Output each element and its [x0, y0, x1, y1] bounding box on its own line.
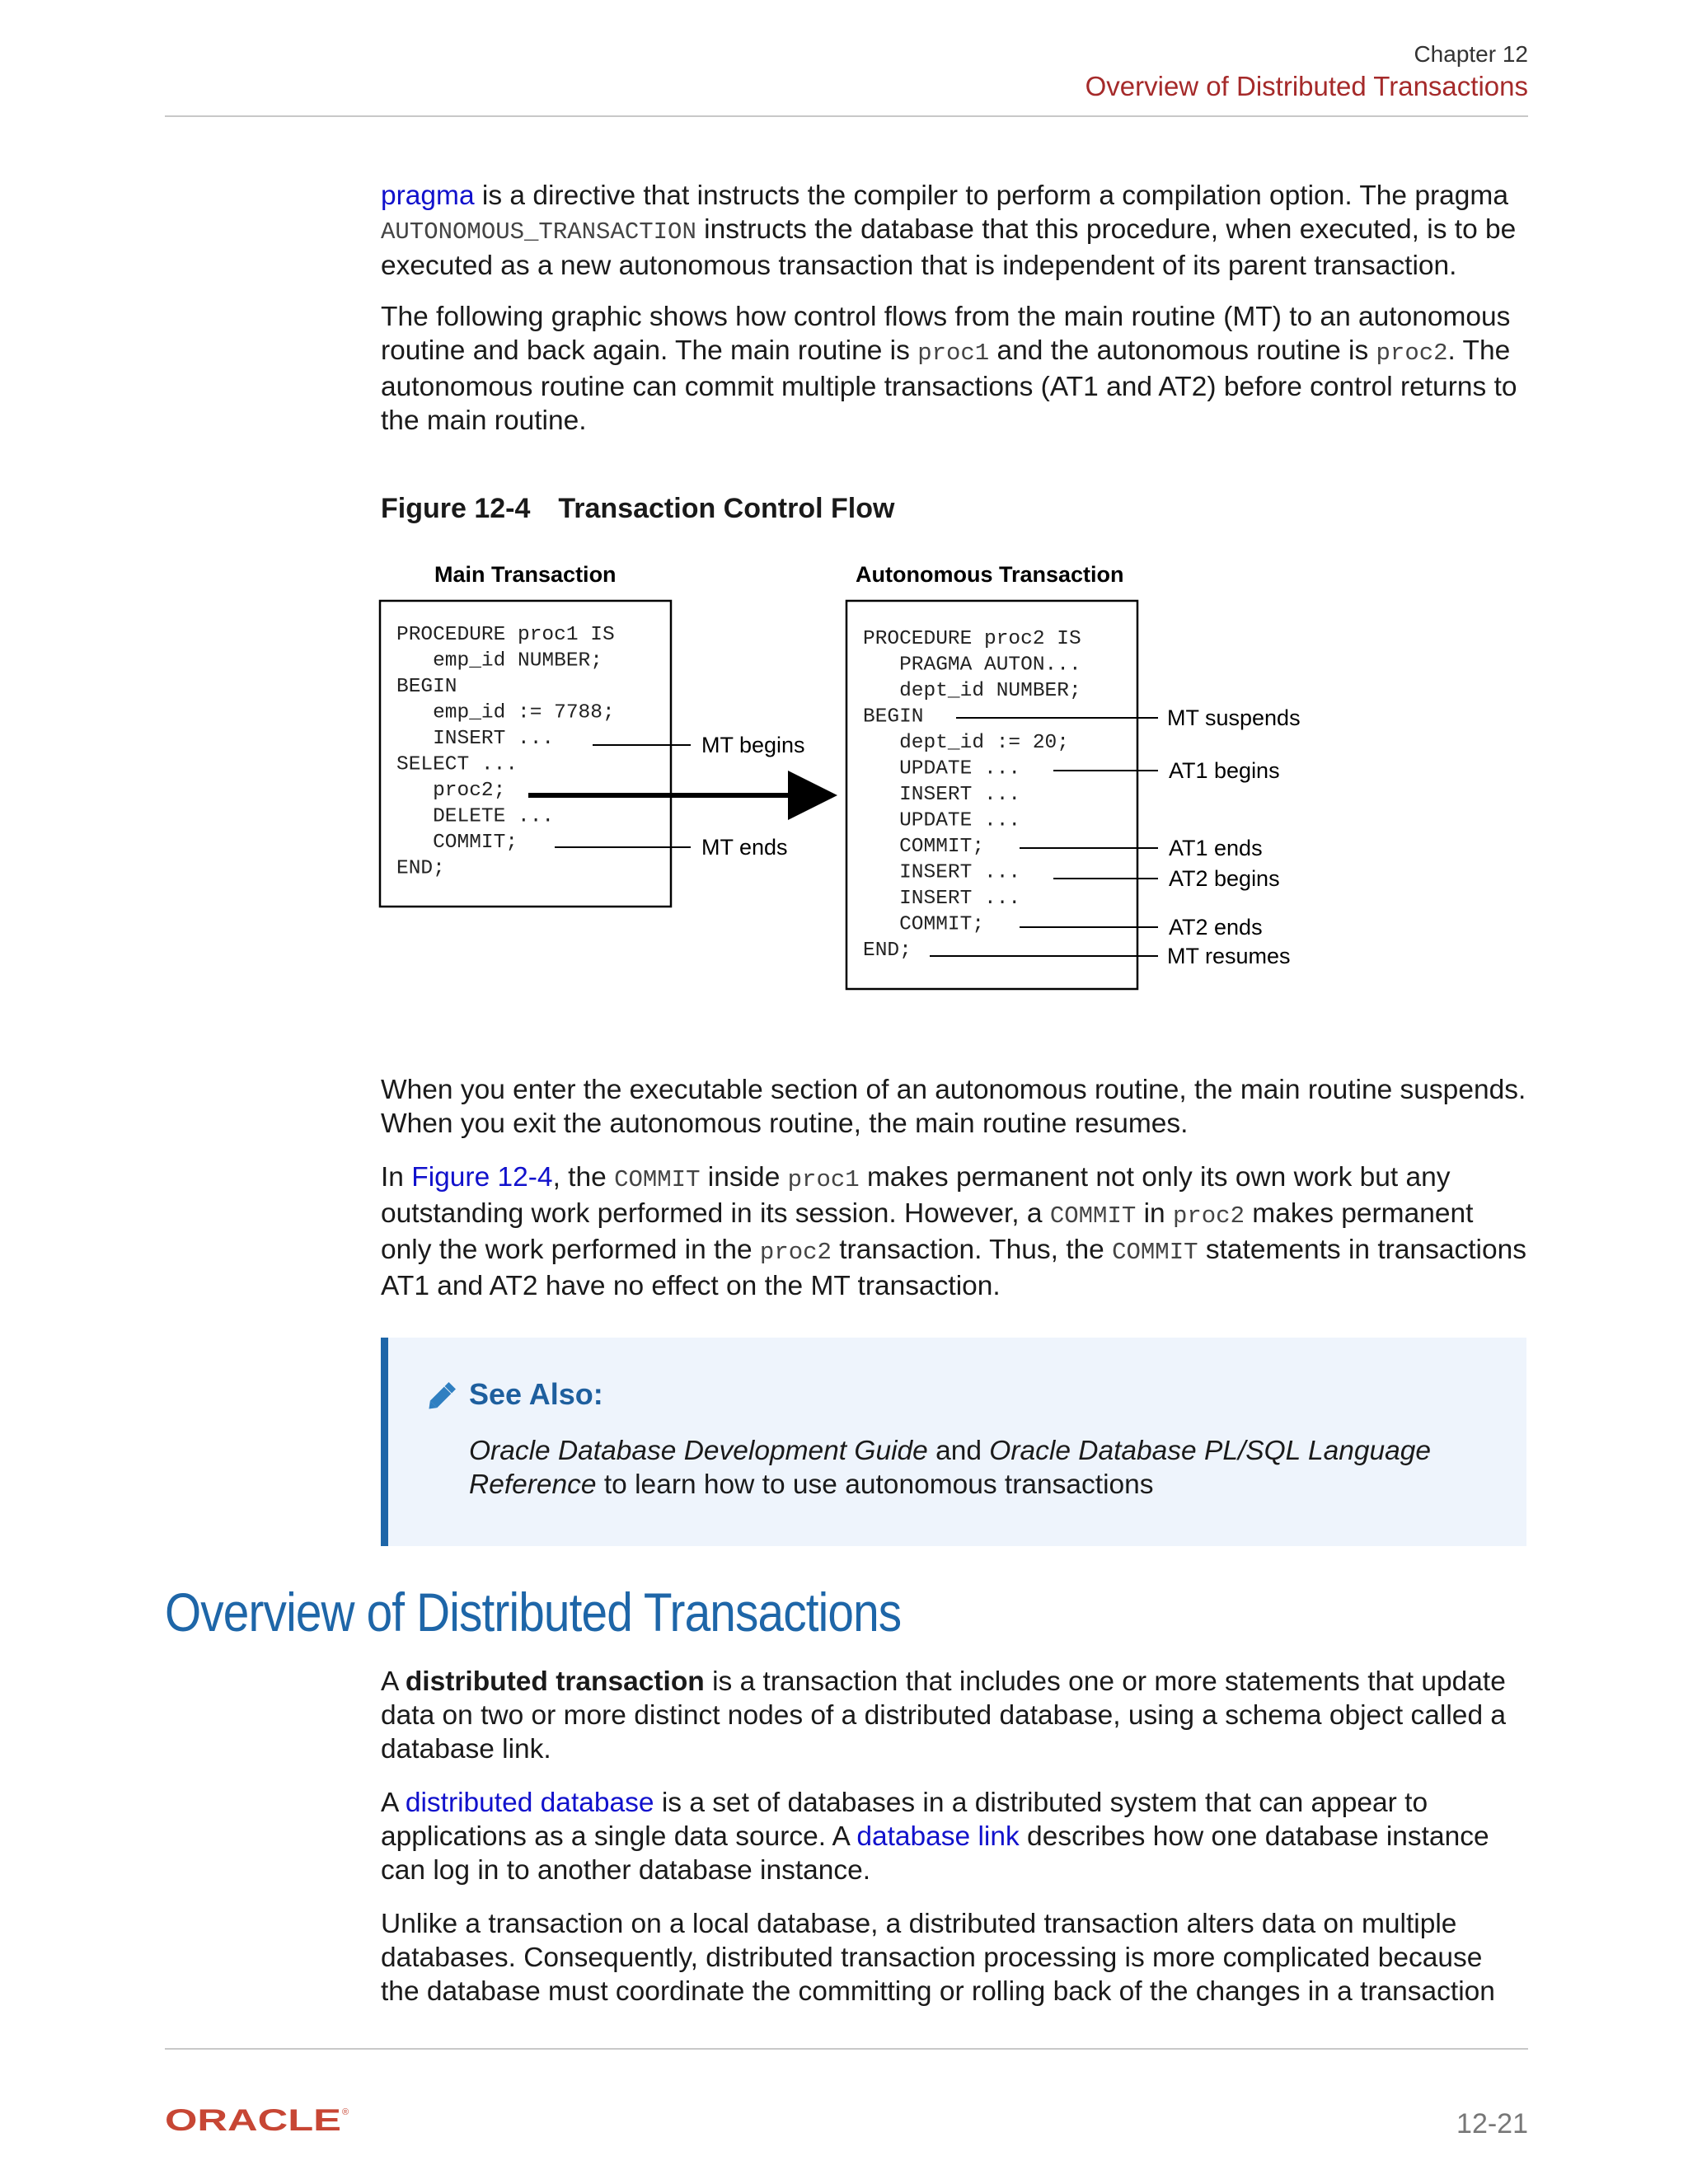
code-line: COMMIT;	[863, 836, 985, 858]
book-title-plsql-reference: Oracle Database PL/SQL Language Reference	[469, 1436, 1432, 1500]
code-line: PROCEDURE proc1 IS	[396, 624, 615, 646]
term-distributed-transaction: distributed transaction	[405, 1666, 705, 1697]
text: describes how one database instance can log in to another database instance.	[381, 1821, 1489, 1886]
label-mt-suspends: MT suspends	[1167, 705, 1301, 730]
code-line: dept_id NUMBER;	[863, 680, 1081, 702]
code-line: END;	[863, 940, 912, 962]
code-line: INSERT ...	[396, 728, 555, 750]
code-line: emp_id NUMBER;	[396, 649, 603, 673]
code-line: BEGIN	[396, 676, 457, 698]
book-title-development-guide: Oracle Database Development Guide	[469, 1436, 928, 1466]
label-at1-begins: AT1 begins	[1169, 758, 1280, 783]
code-line: INSERT ...	[863, 861, 1021, 884]
paragraph-distributed-database	[381, 1786, 1526, 1887]
label-at1-ends: AT1 ends	[1169, 836, 1263, 860]
label-mt-begins: MT begins	[701, 733, 805, 757]
code-line: END;	[396, 857, 445, 880]
main-code-block	[396, 624, 615, 880]
label-at2-ends: AT2 ends	[1169, 915, 1263, 940]
text: makes permanent only the work performed in the	[381, 1198, 1474, 1265]
code-line: SELECT ...	[396, 753, 518, 776]
text: In	[381, 1162, 412, 1193]
code-commit: COMMIT	[1049, 1202, 1137, 1230]
text: A	[381, 1788, 406, 1818]
text: to learn how to use autonomous transactions	[596, 1469, 1154, 1500]
section-heading: Overview of Distributed Transactions	[165, 1582, 902, 1643]
code-line: DELETE ...	[396, 805, 555, 828]
text: transaction. Thus, the	[831, 1235, 1113, 1265]
transaction-control-flow-diagram	[0, 0, 1688, 1030]
label-mt-ends: MT ends	[701, 835, 788, 860]
running-header-section: Overview of Distributed Transactions	[1085, 71, 1528, 101]
text: and the autonomous routine is	[989, 335, 1376, 366]
paragraph-suspend-resume	[381, 1073, 1526, 1141]
paragraph-commit	[381, 1160, 1526, 1303]
link-pragma[interactable]: pragma	[381, 180, 475, 211]
text: is a directive that instructs the compiler to perform a compilation option. The pragma	[474, 180, 1508, 211]
code-line: COMMIT;	[863, 913, 985, 936]
code-proc1: proc1	[917, 340, 990, 367]
text: When you enter the executable section of an autonomous routine, the main routine suspends. When you exit the autonomous routine, the main routine resumes.	[381, 1075, 1526, 1139]
text: is a transaction that includes one or more statements that update data on two or more distinct nodes of a distributed database, using a schema object called a database link.	[381, 1666, 1507, 1765]
code-line: dept_id := 20;	[863, 732, 1069, 754]
text: in	[1136, 1198, 1173, 1229]
figure-title: Transaction Control Flow	[558, 493, 895, 524]
footer-rule	[165, 2048, 1528, 2050]
text: The following graphic shows how control flows from the main routine (MT) to an autonomous routine and back again. The main routine is	[381, 302, 1511, 366]
code-commit: COMMIT	[614, 1166, 701, 1193]
autonomous-transaction-title: Autonomous Transaction	[856, 562, 1124, 587]
code-line: INSERT ...	[863, 784, 1021, 806]
label-mt-resumes: MT resumes	[1167, 944, 1291, 968]
code-line: COMMIT;	[396, 832, 518, 854]
text: Unlike a transaction on a local database, a distributed transaction alters data on multiple databases. Consequently, distributed transaction processing is more complicated because the database must coordinate the committing or rolling back of the changes in a transaction	[381, 1909, 1495, 2007]
text: instructs the database that this procedure, when executed, is to be executed as a new autonomous transaction that is independent of its parent transaction.	[381, 214, 1517, 281]
text: , the	[552, 1162, 615, 1193]
see-also-box	[381, 1338, 1526, 1546]
paragraph-local-vs-distributed	[381, 1907, 1526, 2008]
text: is a set of databases in a distributed system that can appear to applications as a single data source. A	[381, 1788, 1428, 1852]
link-database-link[interactable]: database link	[856, 1821, 1020, 1852]
text: inside	[700, 1162, 788, 1193]
see-also-body	[469, 1434, 1491, 1502]
code-line: UPDATE ...	[863, 809, 1021, 832]
text: and	[927, 1436, 990, 1466]
code-line: PROCEDURE proc2 IS	[863, 628, 1081, 650]
label-at2-begins: AT2 begins	[1169, 866, 1280, 891]
oracle-logo	[165, 2104, 354, 2137]
code-line: UPDATE ...	[863, 757, 1021, 780]
code-autonomous-transaction: AUTONOMOUS_TRANSACTION	[381, 218, 696, 246]
code-line: proc2;	[396, 780, 506, 802]
link-distributed-database[interactable]: distributed database	[405, 1788, 654, 1818]
pencil-icon	[423, 1377, 461, 1415]
text: A	[381, 1666, 406, 1697]
text: statements in transactions AT1 and AT2 have no effect on the MT transaction.	[381, 1235, 1526, 1301]
code-line: PRAGMA AUTON...	[863, 654, 1081, 677]
code-proc2: proc2	[1376, 340, 1448, 367]
figure-number: Figure 12-4	[381, 493, 531, 524]
paragraph-distributed-transaction	[381, 1665, 1526, 1766]
code-line: INSERT ...	[863, 888, 1021, 910]
main-transaction-title: Main Transaction	[434, 562, 617, 587]
text: . The autonomous routine can commit multiple transactions (AT1 and AT2) before control returns to the main routine.	[381, 335, 1517, 436]
code-line: BEGIN	[863, 705, 924, 729]
code-proc2: proc2	[1172, 1202, 1245, 1230]
running-header-chapter: Chapter 12	[1414, 41, 1528, 67]
see-also-title: See Also:	[469, 1377, 603, 1411]
page-number: 12-21	[1456, 2108, 1528, 2139]
autonomous-code-block	[863, 628, 1081, 962]
svg-text:ORACLE: ORACLE	[165, 2104, 341, 2137]
svg-text:®: ®	[342, 2107, 349, 2117]
code-proc1: proc1	[787, 1166, 860, 1193]
code-commit: COMMIT	[1112, 1239, 1198, 1266]
code-proc2: proc2	[759, 1239, 832, 1266]
text: makes permanent not only its own work but any outstanding work performed in its session. However, a	[381, 1162, 1451, 1229]
code-line: emp_id := 7788;	[396, 701, 615, 724]
link-figure-12-4[interactable]: Figure 12-4	[411, 1162, 553, 1193]
